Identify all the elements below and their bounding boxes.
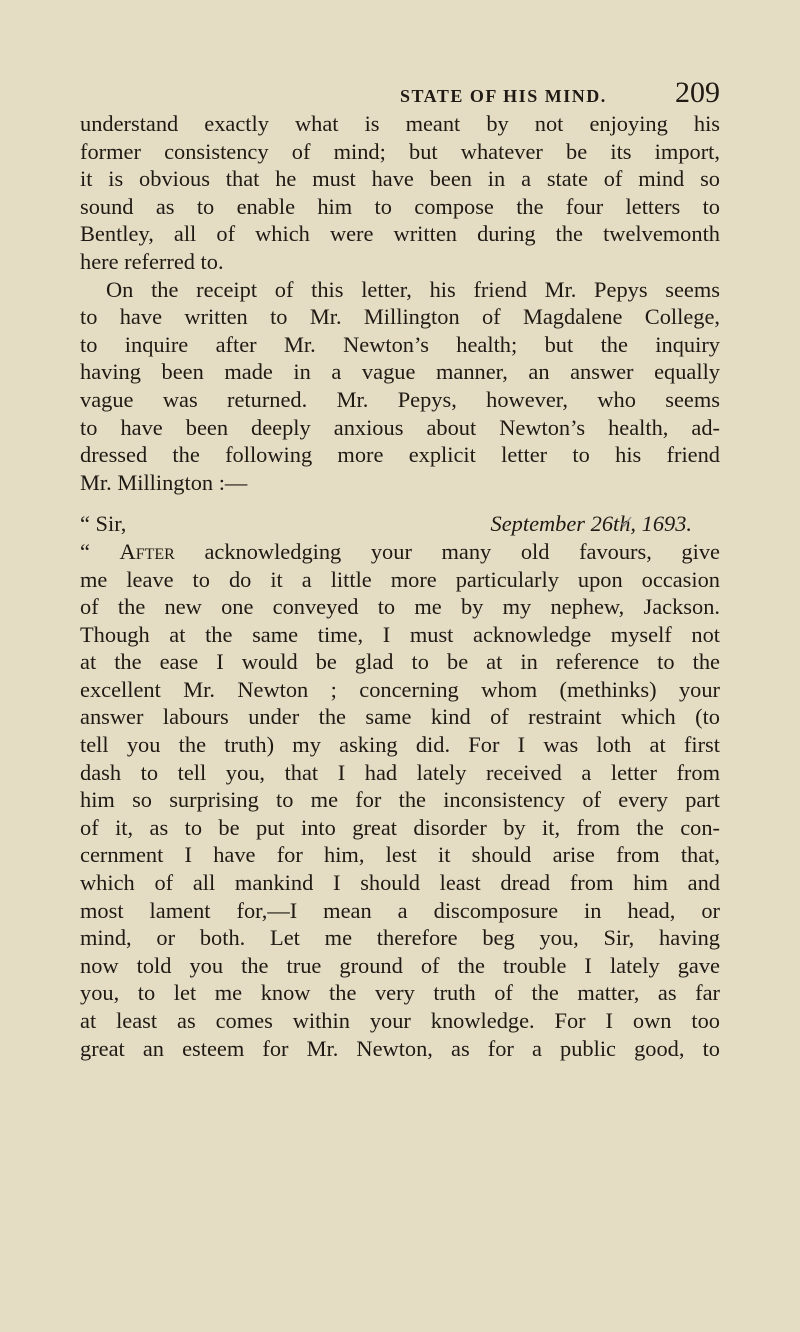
text-line: to have written to Mr. Millington of Magdalene College, [80,304,720,330]
text-line: Mr. Millington :— [80,469,248,495]
page-number: 209 [675,76,720,109]
text-line: here referred to. [80,248,224,274]
text-line: which of all mankind I should least dread from him and [80,870,720,896]
text-line: sound as to enable him to compose the four letters to [80,193,720,219]
paragraph-pepys [80,276,720,497]
letter-body [80,538,720,1062]
pencil-check-mark-icon [620,516,632,528]
text-line: former consistency of mind; but whatever be its import, [80,138,720,164]
text-line: Bentley, all of which were written during the twelvemonth [80,221,720,247]
text-line: excellent Mr. Newton ; concerning whom (methinks) your [80,676,720,702]
body-text [80,110,720,1062]
paragraph-continuation [80,110,720,276]
text-line: dash to tell you, that I had lately received a letter from [80,759,720,785]
text-line: to have been deeply anxious about Newton’s health, ad- [80,414,720,440]
text-line: Though at the same time, I must acknowledge myself not [80,621,720,647]
text-line: tell you the truth) my asking did. For I was loth at first [80,732,720,758]
text-line: most lament for,—I mean a discomposure in head, or [80,897,720,923]
letter-first-line [80,538,720,566]
text-line: dressed the following more explicit letter to his friend [80,442,720,468]
text-line: great an esteem for Mr. Newton, as for a public good, to [80,1035,720,1061]
letter-date: September 26th, 1693. [490,511,692,537]
text-line: at least as comes within your knowledge. For I own too [80,1008,720,1033]
opening-quote: “ [80,538,120,564]
spacer [80,496,720,510]
text-line: mind, or both. Let me therefore beg you, Sir, having [80,925,720,951]
text-line: to inquire after Mr. Newton’s health; but the inquiry [80,331,720,357]
page-header [400,76,720,112]
text-line: of the new one conveyed to me by my nephew, Jackson. [80,594,720,620]
letter-first-rest: acknowledging your many old favours, give [174,538,720,564]
text-line: now told you the true ground of the trouble I lately gave [80,952,720,978]
text-line: On the receipt of this letter, his friend Mr. Pepys seems [106,276,720,302]
text-line: him so surprising to me for the inconsistency of every part [80,787,720,813]
text-line: having been made in a vague manner, an answer equally [80,359,720,385]
running-head: STATE OF HIS MIND. [400,86,607,106]
text-line: cernment I have for him, lest it should arise from that, [80,842,720,868]
text-line: vague was returned. Mr. Pepys, however, who seems [80,386,720,412]
text-line: answer labours under the same kind of restraint which (to [80,704,720,730]
letter-salutation: “ Sir, [80,511,127,537]
text-line: you, to let me know the very truth of the matter, as far [80,980,720,1006]
text-line: at the ease I would be glad to be at in reference to the [80,649,720,675]
text-line: understand exactly what is meant by not enjoying his [80,111,720,136]
text-line: it is obvious that he must have been in a state of mind so [80,166,720,192]
letter-first-word: After [119,538,175,564]
text-line: me leave to do it a little more particularly upon occasion [80,566,720,592]
text-line: of it, as to be put into great disorder by it, from the con- [80,814,720,840]
